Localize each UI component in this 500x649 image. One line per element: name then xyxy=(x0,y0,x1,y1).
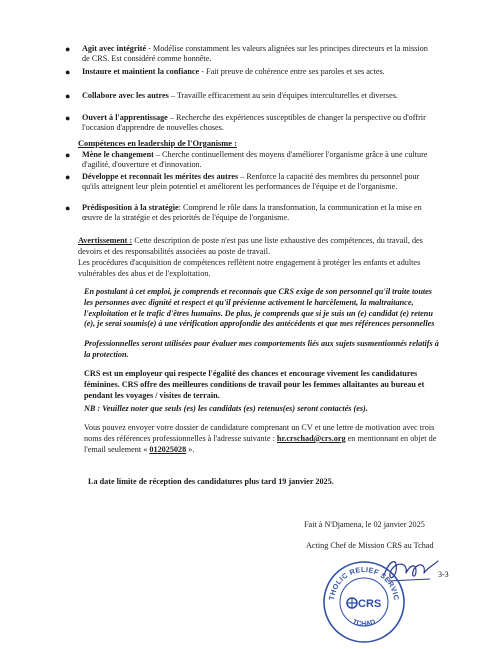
reference-number: 012025028 xyxy=(149,444,187,454)
bullet-strategy: ● Prédisposition à la stratégie: Comprend le rôle dans la transformation, la communication et la mise en œuvre de la stratégie et des priorités de l'équipe de l'organisme. xyxy=(65,203,422,223)
disclaimer-text: Cette description de poste n'est pas une liste exhaustive des compétences, du travail, des devoirs et des responsabilités associées au poste de travail. xyxy=(78,236,423,256)
svg-text:TCHAD: TCHAD xyxy=(351,618,377,629)
bullet-title: Instaure et maintient la confiance xyxy=(82,67,200,76)
bullet-title: Agit avec intégrité xyxy=(82,44,147,53)
pledge-paragraph-2: Professionnelles seront utilisées pour évaluer mes comportements liés aux sujets susmentionnés relatifs à la protection. xyxy=(84,339,439,359)
nb-note: NB : Veuillez noter que seuls (es) les candidats (es) retenus(es) seront contactés (es). xyxy=(84,404,368,413)
bullet-text: - Fait preuve de cohérence entre ses paroles et ses actes. xyxy=(199,67,385,76)
bullet-text: – Renforce la capacité des membres du personnel pour qu'ils atteignent leur plein potentiel et améliorent les performances de l'équipe et de l'organisme. xyxy=(82,172,420,192)
signatory-role: Acting Chef de Mission CRS au Tchad xyxy=(306,541,434,550)
bullet-text: : Comprend le rôle dans la transformation, la communication et la mise en œuvre de la stratégie et des priorités de l'équipe de l'organisme. xyxy=(82,203,422,223)
bullet-text: – Recherche des expériences susceptibles de changer la perspective ou d'offrir l'occasion d'apprendre de nouvelles choses. xyxy=(82,113,426,133)
svg-text:CATHOLIC RELIEF SERVICES: THOLIC RELIEF SERVIC xyxy=(327,564,402,601)
place-date: Fait à N'Djamena, le 02 janvier 2025 xyxy=(304,520,425,529)
deadline-text: La date limite de réception des candidatures plus tard 19 janvier 2025. xyxy=(88,477,334,486)
application-instructions: Vous pouvez envoyer votre dossier de candidature comprenant un CV et une lettre de motivation avec trois noms des références professionnelles à l'adresse suivante : hr.crschad@crs.org en mentionnant en objet de l'email seulement « 012025028 ». xyxy=(84,423,437,454)
disclaimer-label: Avertissement : xyxy=(78,236,133,245)
disclaimer-paragraph xyxy=(78,236,436,258)
bullet-learning: ● Ouvert à l'apprentissage – Recherche des expériences susceptibles de changer la perspective ou d'offrir l'occasion d'apprendre de nouvelles choses. xyxy=(65,113,426,133)
page-number: 3-3 xyxy=(438,570,449,579)
bullet-text: – Travaille efficacement au sein d'équipes interculturelles et diverses. xyxy=(168,91,398,100)
crs-logo-icon xyxy=(347,598,381,610)
bullet-collaborate: ● Collabore avec les autres – Travaille efficacement au sein d'équipes interculturelles et diverses. xyxy=(65,91,398,101)
bullet-title: Prédisposition à la stratégie xyxy=(82,203,179,212)
bullet-text: – Cherche continuellement des moyens d'améliorer l'organisme grâce à une culture d'agilité, d'ouverture et d'innovation. xyxy=(82,150,428,170)
bullet-title: Développe et reconnaît les mérites des autres xyxy=(82,172,239,181)
bullet-develop: ● Développe et reconnaît les mérites des autres – Renforce la capacité des membres du personnel pour qu'ils atteignent leur plein potentiel et améliorent les performances de l'équipe et de l'organisme. xyxy=(65,172,420,192)
procedures-paragraph: Les procédures d'acquisition de compétences reflètent notre engagement à protéger les enfants et adultes vulnérables des abus et de l'exploitation. xyxy=(78,258,421,278)
bullet-title: Collabore avec les autres xyxy=(82,91,169,100)
pledge-paragraph: En postulant à cet emploi, je comprends et reconnais que CRS exige de son personnel qu'il traite toutes les personnes avec dignité et respect et qu'il prévienne activement le harcèlement, la maltraitance, l'exploitation et le trafic d'êtres humains. De plus, je comprends que si je suis un (e) candidat (e) retenu (e), je serai soumis(e) à une vérification approfondie des antécédents et que mes références personnelles xyxy=(84,287,435,329)
bullet-title: Mène le changement xyxy=(82,150,154,159)
equal-opportunity-paragraph: CRS est un employeur qui respecte l'égalité des chances et encourage vivement les candidatures féminines. CRS offre des meilleures conditions de travail pour les femmes allaitantes au bureau et pendant les voyages / visites de terrain. xyxy=(84,369,425,400)
bullet-title: Ouvert à l'apprentissage xyxy=(82,113,168,122)
apply-email-link[interactable]: hr.crschad@crs.org xyxy=(276,433,346,443)
bullet-change: ● Mène le changement – Cherche continuellement des moyens d'améliorer l'organisme grâce à une culture d'agilité, d'ouverture et d'innovation. xyxy=(65,150,428,170)
bullet-text: - Modélise constamment les valeurs alignées sur les principes directeurs et la mission de CRS. Est considéré comme honnête. xyxy=(82,44,428,64)
bullet-trust: ● Instaure et maintient la confiance - Fait preuve de cohérence entre ses paroles et ses actes. xyxy=(65,67,385,77)
leadership-header: Compétences en leadership de l'Organisme : xyxy=(78,139,237,148)
crs-stamp xyxy=(322,560,406,644)
bullet-integrity: ● Agit avec intégrité - Modélise constamment les valeurs alignées sur les principes directeurs et la mission de CRS. Est considéré comme honnête. xyxy=(65,44,428,64)
svg-text:CRS: CRS xyxy=(358,598,382,610)
